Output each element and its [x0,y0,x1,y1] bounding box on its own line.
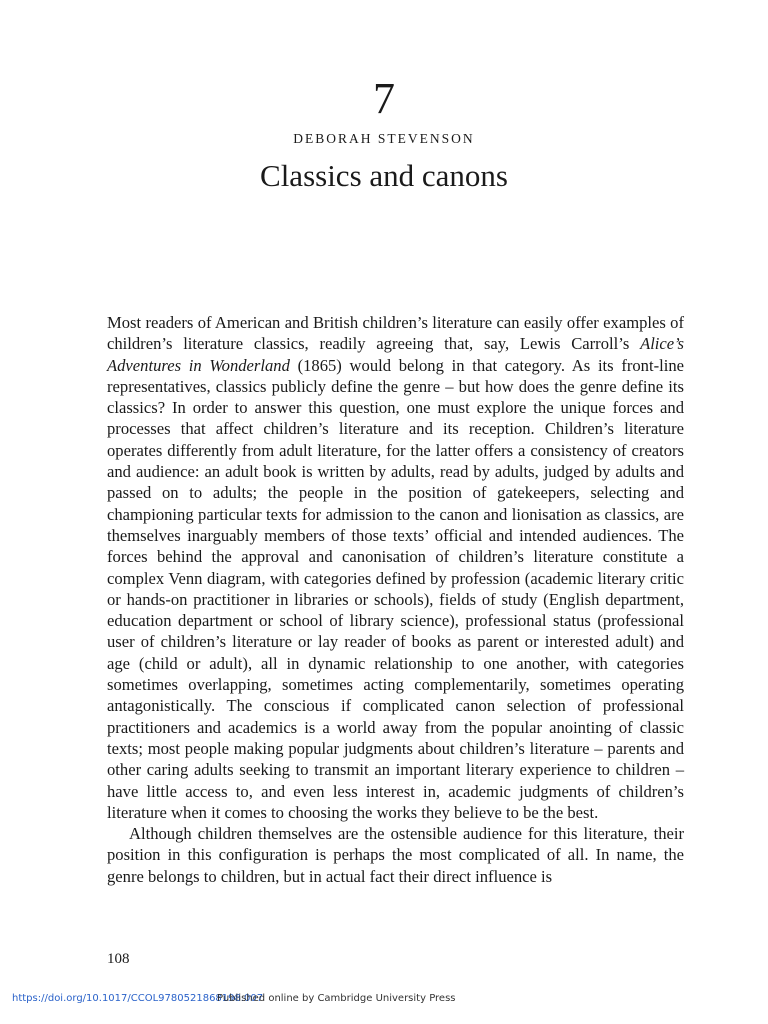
paragraph-1-before: Most readers of American and British children’s literature can easily offer examples of children’s literature classics, readily agreeing that, say, Lewis Carroll’s [107,313,684,354]
publisher-credit: Published online by Cambridge University Press [217,993,456,1004]
chapter-title: Classics and canons [260,158,508,193]
body-text [107,312,684,887]
paragraph-1-after: (1865) would belong in that category. As its front-line representatives, classics publicly define the genre – but how does the genre define its classics? In order to answer this question, one must explore the unique forces and processes that affect children’s literature and its reception. Children’s literature operates differently from adult literature, for the latter offers a consistency of creators and audience: an adult book is written by adults, read by adults, judged by adults and passed on to adults; the people in the position of gatekeepers, selecting and championing particular texts for admission to the canon and lionisation as classics, are themselves inarguably members of those texts’ official and intended audiences. The forces behind the approval and canonisation of children’s literature constitute a complex Venn diagram, with categories defined by profession (academic literary critic or hands-on practitioner in libraries or schools), fields of study (English department, education department or school of library science), professional status (professional user of children’s literature or lay reader of books as parent or interested adult) and age (child or adult), all in dynamic relationship to one another, with categories sometimes overlapping, sometimes acting complementarily, sometimes operating antagonistically. The conscious if complicated canon selection of professional practitioners and academics is a world away from the popular anointing of classic texts; most people making popular judgments about children’s literature – parents and other caring adults seeking to transmit an important literary experience to children – have little access to, and even less interest in, academic judgments of children’s literature when it comes to choosing the works they believe to be the best. [107,355,684,822]
doi-link[interactable]: https://doi.org/10.1017/CCOL9780521868198.007 [12,993,264,1004]
paragraph-1 [107,312,684,823]
chapter-number: 7 [373,74,395,123]
book-title-italic: Alice’s Adventures in Wonderland [107,334,684,375]
chapter-author: DEBORAH STEVENSON [293,131,475,146]
page-number: 108 [107,951,130,967]
paragraph-2: Although children themselves are the ostensible audience for this literature, their position in this configuration is perhaps the most complicated of all. In name, the genre belongs to children, but in actual fact their direct influence is [107,824,684,886]
